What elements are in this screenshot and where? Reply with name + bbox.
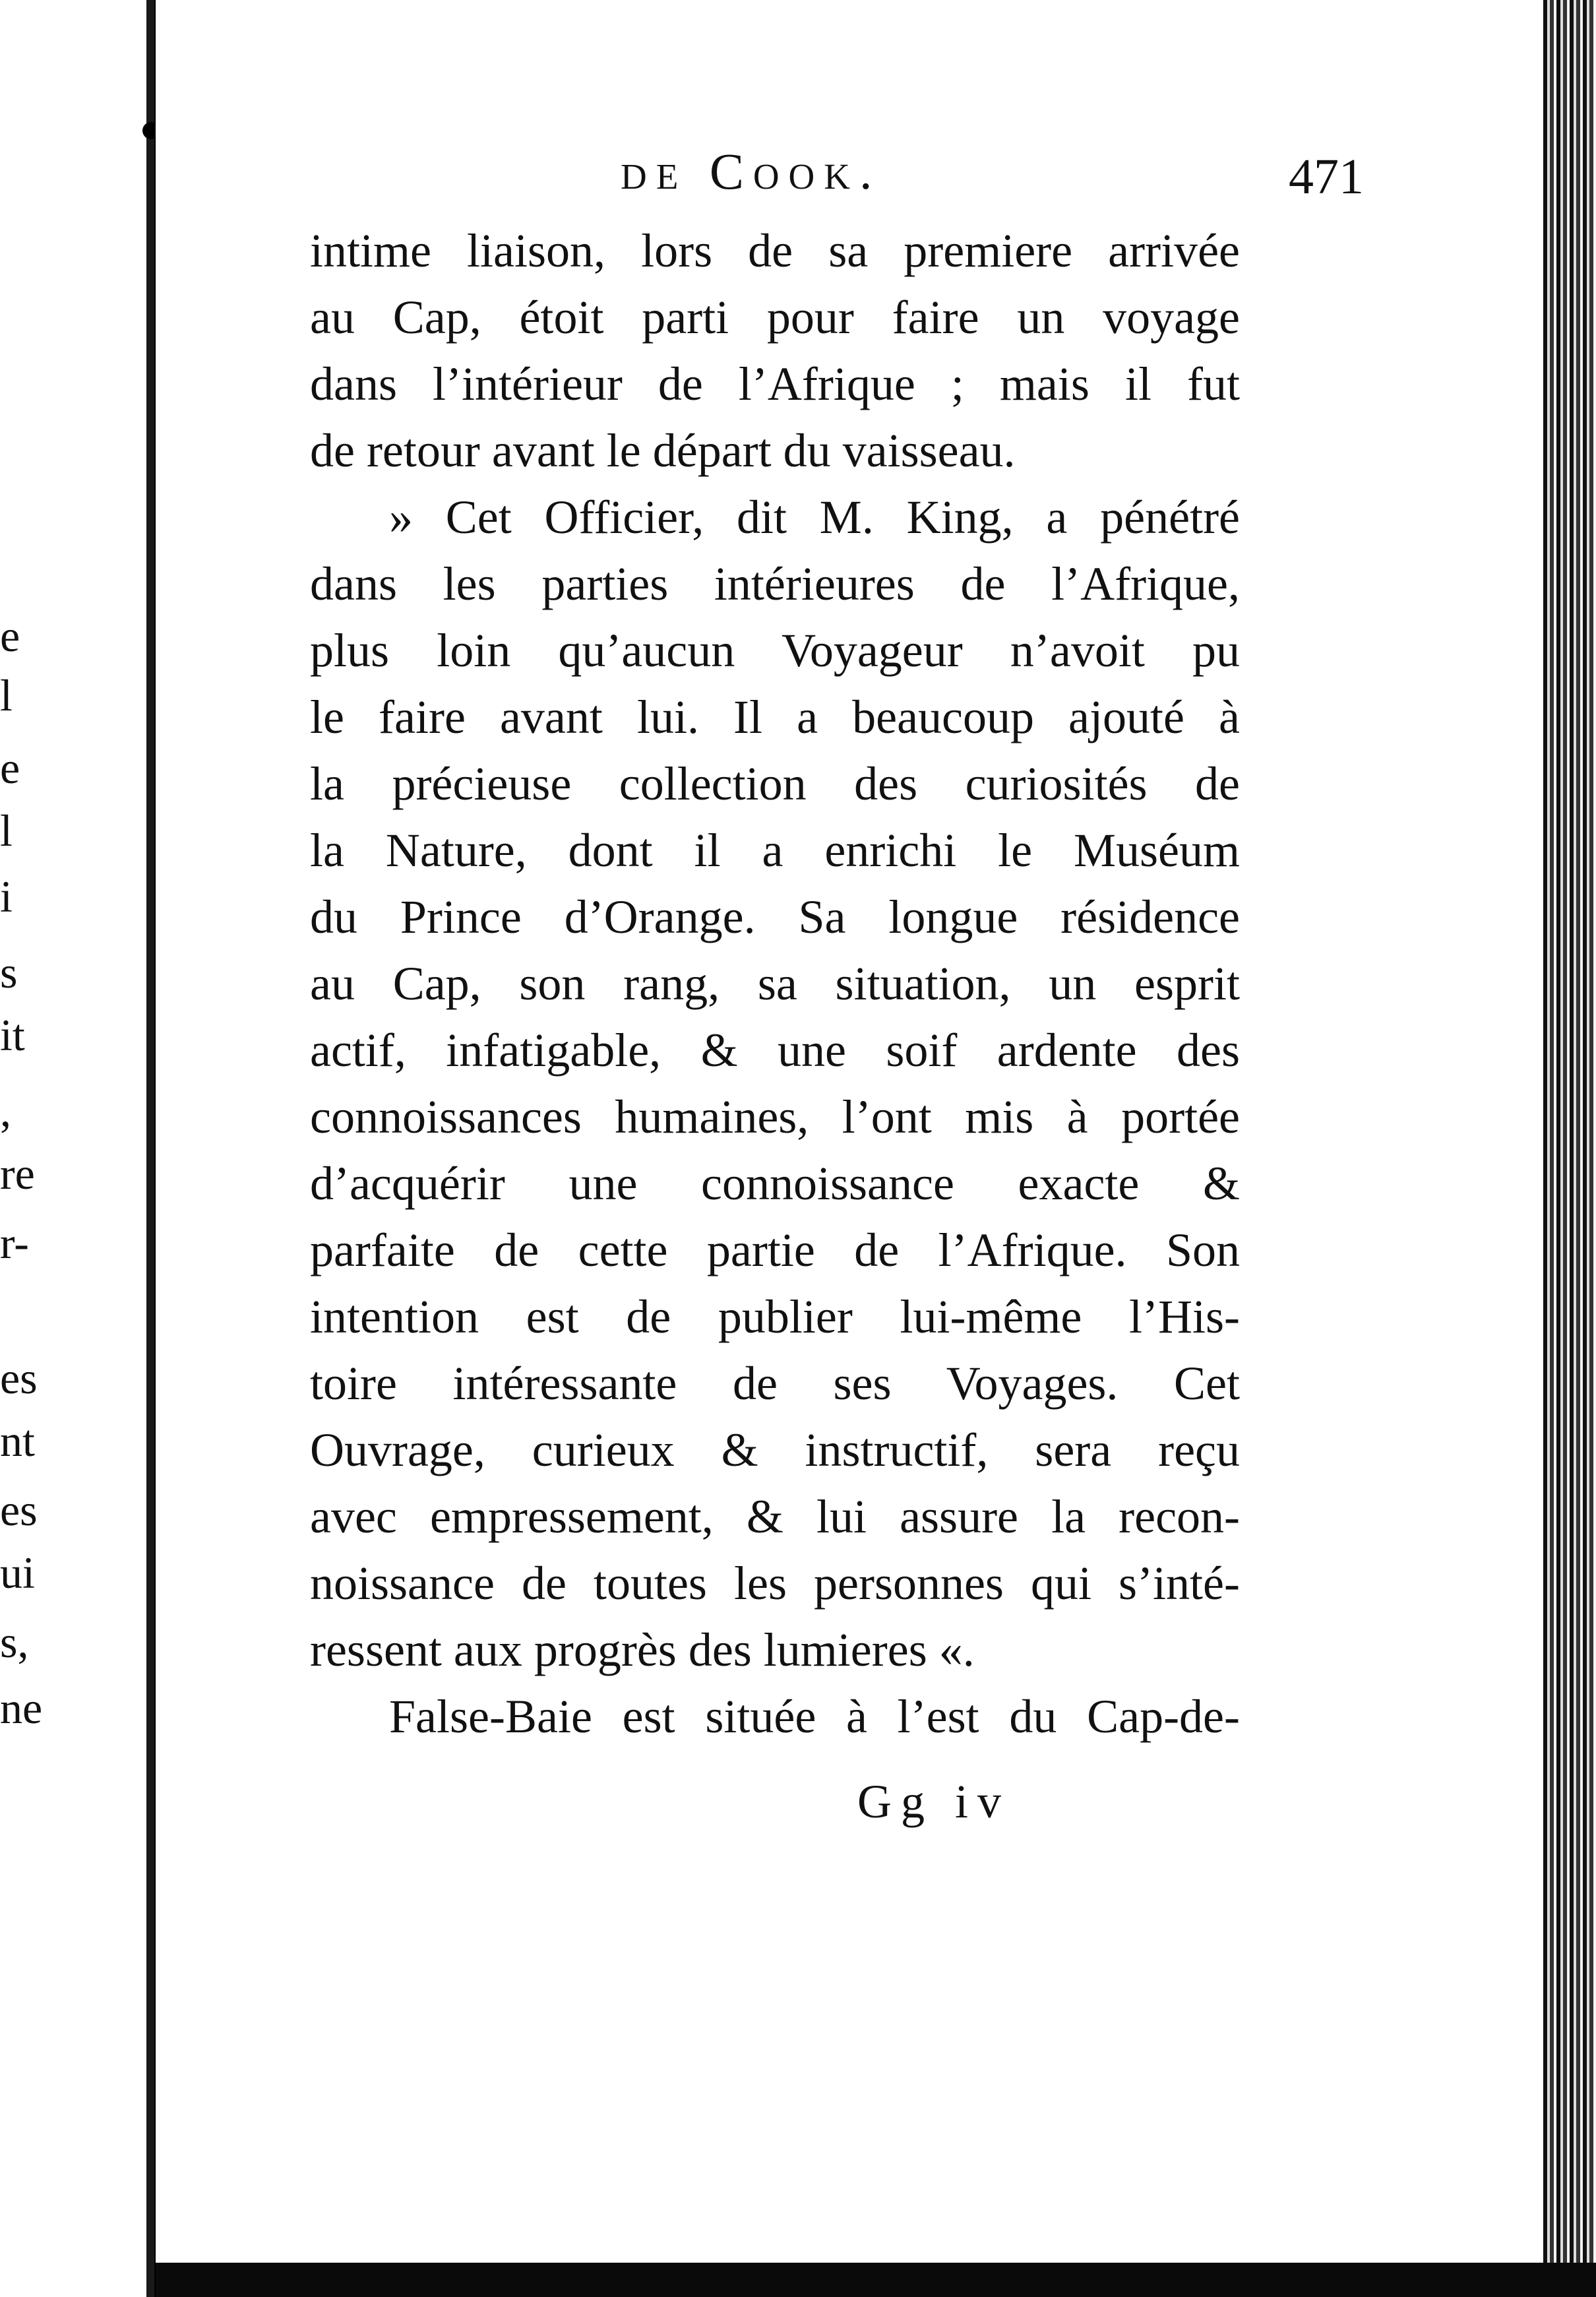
page-number: 471 <box>1289 149 1364 205</box>
text-line: dans l’intérieur de l’Afrique ; mais il fut <box>310 358 1240 410</box>
left-fragment: it <box>0 1010 25 1060</box>
left-fragment: ui <box>0 1548 35 1598</box>
text-line: au Cap, étoit parti pour faire un voyage <box>310 291 1240 344</box>
text-line: ressent aux progrès des lumieres «. <box>310 1623 975 1676</box>
signature-mark: Gg iv <box>857 1775 1010 1828</box>
running-head: de Cook. <box>621 142 882 200</box>
left-page-text-fragments <box>0 0 150 2297</box>
left-fragment: , <box>0 1086 11 1136</box>
text-line: intention est de publier lui-même l’His- <box>310 1290 1240 1343</box>
left-fragment: s, <box>0 1617 29 1667</box>
text-line: noissance de toutes les personnes qui s’inté- <box>310 1557 1240 1610</box>
left-fragment: l <box>0 670 13 720</box>
left-fragment: es <box>0 1485 38 1535</box>
text-line: avec empressement, & lui assure la recon- <box>310 1490 1240 1543</box>
left-fragment: l <box>0 805 13 856</box>
left-fragment: e <box>0 611 20 661</box>
text-line: connoissances humaines, l’ont mis à portée <box>310 1090 1240 1143</box>
text-line: la Nature, dont il a enrichi le Muséum <box>310 824 1240 877</box>
left-fragment: e <box>0 743 20 793</box>
left-fragment: es <box>0 1353 38 1403</box>
text-line: intime liaison, lors de sa premiere arrivée <box>310 224 1240 277</box>
left-fragment: i <box>0 871 13 922</box>
text-line: plus loin qu’aucun Voyageur n’avoit pu <box>310 624 1240 677</box>
left-fragment: ne <box>0 1683 43 1733</box>
page-header <box>156 142 1554 205</box>
left-fragment: re <box>0 1148 35 1199</box>
text-line: actif, infatigable, & une soif ardente des <box>310 1024 1240 1077</box>
left-fragment: r- <box>0 1218 29 1268</box>
left-fragment: s <box>0 947 18 997</box>
text-line: toire intéressante de ses Voyages. Cet <box>310 1357 1240 1410</box>
text-line: False-Baie est située à l’est du Cap-de- <box>389 1690 1240 1743</box>
scan-border <box>156 2263 1596 2297</box>
text-line: la précieuse collection des curiosités de <box>310 757 1240 810</box>
left-fragment: nt <box>0 1416 35 1466</box>
text-line: du Prince d’Orange. Sa longue résidence <box>310 891 1240 943</box>
text-line: de retour avant le départ du vaisseau. <box>310 424 1016 477</box>
text-line: d’acquérir une connoissance exacte & <box>310 1157 1240 1210</box>
text-line: dans les parties intérieures de l’Afrique, <box>310 557 1240 610</box>
page-edges <box>1543 0 1596 2297</box>
text-line: parfaite de cette partie de l’Afrique. Son <box>310 1224 1240 1276</box>
text-line: Ouvrage, curieux & instructif, sera reçu <box>310 1424 1240 1476</box>
book-gutter <box>146 0 154 2297</box>
text-line: » Cet Officier, dit M. King, a pénétré <box>389 491 1240 544</box>
body-text <box>310 218 1240 1750</box>
left-page-fragment <box>0 0 150 2297</box>
text-line: au Cap, son rang, sa situation, un esprit <box>310 957 1240 1010</box>
text-line: le faire avant lui. Il a beaucoup ajouté à <box>310 691 1240 743</box>
